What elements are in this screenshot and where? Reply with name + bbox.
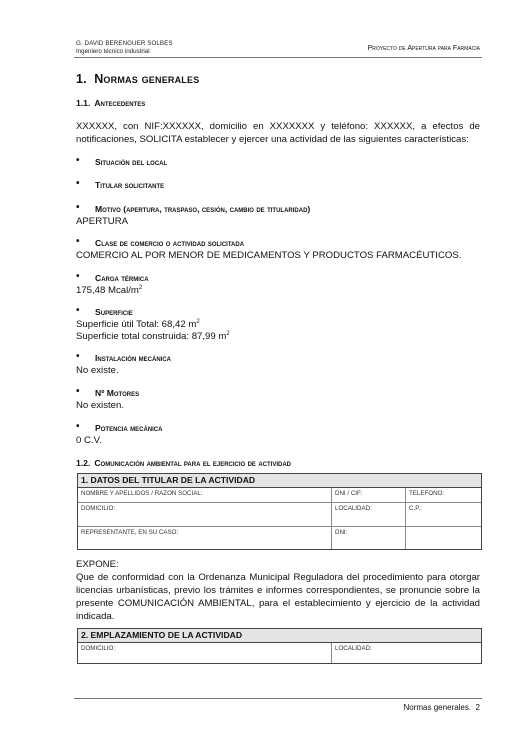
item-label: • Clase de comercio o actividad solicitada [76,236,245,248]
section-number: 1. [76,72,87,86]
item-motivo [76,203,480,228]
domicilio-field[interactable]: DOMICILIO: [78,503,332,526]
representante-field[interactable]: REPRESENTANTE, EN SU CASO: [78,527,332,549]
bullet-icon: • [76,178,80,189]
cp-field[interactable]: C.P.: [409,505,422,512]
dni-cif-field[interactable]: DNI / CIF: [332,488,406,502]
item-motores [76,387,480,412]
emplazamiento-localidad-field[interactable]: LOCALIDAD: [335,645,372,652]
item-instalacion-mecanica [76,352,480,377]
bullet-icon: • [76,351,80,362]
item-superficie [76,306,480,344]
localidad-field[interactable]: LOCALIDAD: [332,503,406,526]
table-row [78,488,481,503]
emplazamiento-domicilio-field[interactable]: DOMICILIO: [78,643,332,663]
bullet-icon: • [76,236,80,247]
item-value: COMERCIO AL POR MENOR DE MEDICAMENTOS Y PRODUCTOS FARMACÉUTICOS. [76,249,462,261]
bullet-icon: • [76,305,80,316]
footer [404,703,481,712]
bullet-icon: • [76,202,80,213]
item-value: No existe. [76,364,119,376]
table-header: 2. EMPLAZAMIENTO DE LA ACTIVIDAD [78,629,481,643]
item-carga-termica [76,272,480,297]
item-label: • Titular solicitante [76,178,165,190]
item-label: • Carga térmica [76,271,149,283]
item-potencia-mecanica [76,422,480,447]
item-value: Superficie útil Total: 68,42 $m^2$ [76,318,200,330]
subsection-title: Comunicación ambiental para el ejercicio de actividad [94,458,291,468]
section-title-text: Normas generales [94,72,200,86]
header-role: Ingeniero técnico industrial [76,48,150,55]
bullet-icon: • [76,271,80,282]
item-value: 175,48 Mcal/$m^2$ [76,284,143,296]
item-situacion [76,156,480,169]
footer-text: Normas generales. [403,703,472,712]
emplazamiento-table [77,628,482,664]
item-label: • Motivo (apertura, traspaso, cesión, cambio de titularidad) [76,202,311,214]
table-row [78,503,481,527]
item-value: No existen. [76,399,124,411]
table-header: 1. DATOS DEL TITULAR DE LA ACTIVIDAD [78,474,481,488]
section-title [76,72,199,86]
intro-paragraph: XXXXXX, con NIF:XXXXXX, domicilio en XXXXXXX y teléfono: XXXXXX, a efectos de notificaciones, SOLICITA establecer y ejercer una actividad de las siguientes características: [76,121,480,145]
representante-dni-field[interactable]: DNI: [332,527,406,549]
empty-cell [406,527,481,549]
subsection-title: Antecedentes [94,98,146,108]
subsection-antecedentes [76,98,145,108]
header-divider [74,57,482,58]
titular-table [77,473,482,550]
expone-label: EXPONE: [76,559,119,570]
header-author-block [76,40,173,56]
item-label: • Nº Motores [76,386,140,398]
bullet-icon: • [76,386,80,397]
table-row [78,527,481,549]
subsection-number: 1.1. [76,98,91,108]
expone-block [76,558,480,623]
item-label: • Situación del local [76,155,168,167]
bullet-icon: • [76,421,80,432]
page-number: 2 [475,703,480,712]
header-project: Proyecto de Apertura para Farmacia [367,45,480,52]
item-label: • Potencia mecánica [76,421,163,433]
item-titular [76,179,480,192]
telefono-field[interactable]: TELEFONO: [409,490,445,497]
subsection-number: 1.2. [76,458,91,468]
item-label: • Superficie [76,305,133,317]
item-clase-comercio [76,237,480,262]
bullet-icon: • [76,155,80,166]
item-label: • Instalación mecánica [76,351,171,363]
header-author: G. DAVID BERENGUER SOLBES [76,40,173,47]
nombre-field[interactable]: NOMBRE Y APELLIDOS / RAZON SOCIAL: [78,488,332,502]
subsection-comunicacion [76,458,291,468]
item-value: Superficie total construida: 87,99 $m^2$ [76,331,230,342]
item-value: 0 C.V. [76,434,102,446]
table-row [78,643,481,663]
expone-text: Que de conformidad con la Ordenanza Municipal Reguladora del procedimiento para otorgar licencias urbanísticas, previo los trámites e informes correspondientes, se pronuncie sobre la presente COMUNICACIÓN AMBIENTAL, para el establecimiento y ejercicio de la actividad indicada. [76,572,480,622]
footer-divider [74,698,482,699]
item-value: APERTURA [76,215,129,227]
